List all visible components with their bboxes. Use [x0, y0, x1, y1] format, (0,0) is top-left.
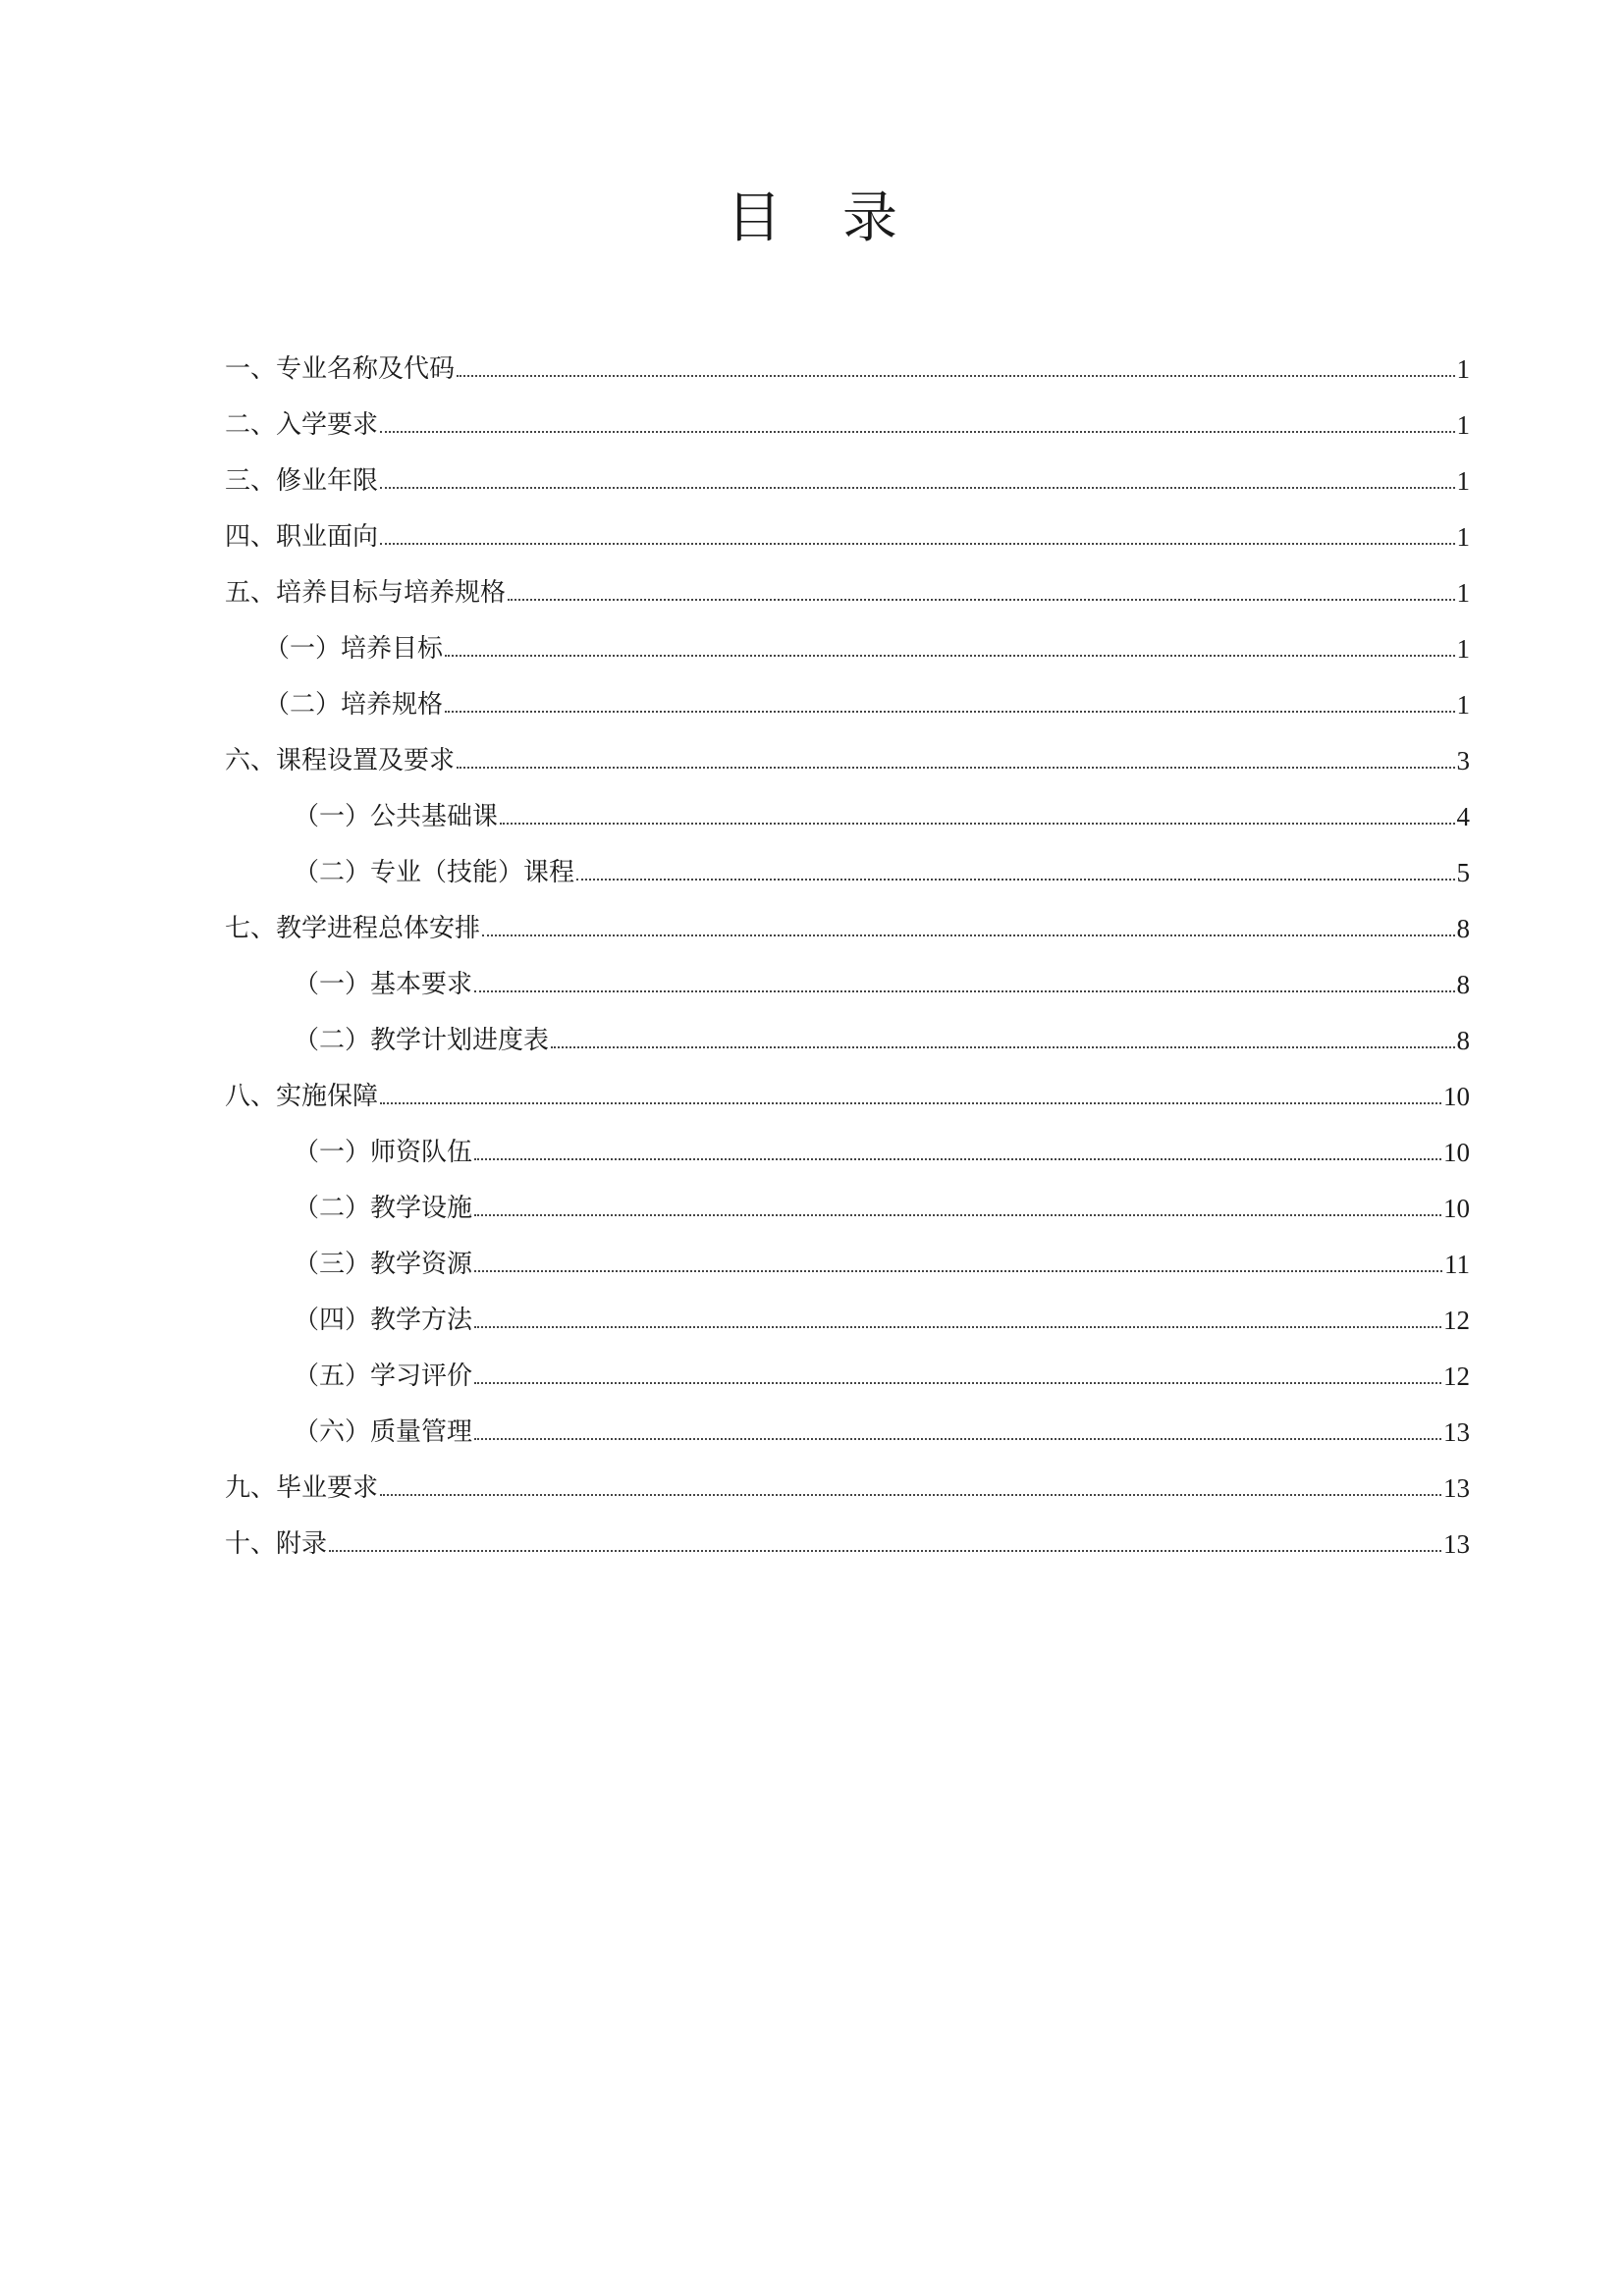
- toc-dot-leader: [457, 767, 1454, 769]
- toc-list: [225, 328, 1470, 1559]
- toc-dot-leader: [445, 655, 1454, 657]
- toc-entry[interactable]: [225, 1055, 1470, 1111]
- toc-entry[interactable]: [225, 328, 1470, 384]
- toc-dot-leader: [380, 1102, 1441, 1104]
- toc-entry-label: （一）培养目标: [264, 634, 444, 664]
- toc-subentry[interactable]: [225, 1223, 1470, 1279]
- toc-dot-leader: [474, 1382, 1441, 1384]
- toc-dot-leader: [576, 879, 1454, 881]
- toc-entry-label: （五）学习评价: [294, 1362, 473, 1391]
- toc-entry-label: 五、培养目标与培养规格: [225, 578, 507, 608]
- toc-entry[interactable]: [225, 496, 1470, 552]
- toc-entry-label: （一）公共基础课: [294, 802, 499, 831]
- toc-entry[interactable]: [225, 1503, 1470, 1559]
- toc-entry[interactable]: [225, 552, 1470, 608]
- toc-dot-leader: [500, 823, 1454, 825]
- toc-page-number: 5: [1456, 858, 1470, 887]
- toc-entry-label: 四、职业面向: [225, 522, 379, 552]
- toc-dot-leader: [474, 990, 1454, 992]
- toc-entry[interactable]: [225, 440, 1470, 496]
- toc-subentry[interactable]: [225, 1335, 1470, 1391]
- toc-entry-label: 六、课程设置及要求: [225, 746, 456, 775]
- toc-subentry[interactable]: [225, 1167, 1470, 1223]
- toc-page-number: 11: [1444, 1250, 1470, 1279]
- toc-title-left: 目: [727, 187, 782, 250]
- toc-page-number: 8: [1456, 914, 1470, 943]
- toc-dot-leader: [482, 934, 1454, 936]
- toc-page-number: 1: [1456, 522, 1470, 552]
- toc-dot-leader: [445, 711, 1454, 713]
- toc-entry-label: （二）培养规格: [264, 690, 444, 720]
- toc-entry-label: （三）教学资源: [294, 1250, 473, 1279]
- toc-page-number: 1: [1456, 410, 1470, 440]
- toc-entry-label: （四）教学方法: [294, 1306, 473, 1335]
- toc-entry-label: （一）基本要求: [294, 970, 473, 999]
- toc-entry[interactable]: [225, 1447, 1470, 1503]
- toc-page-number: 4: [1456, 802, 1470, 831]
- toc-title: [0, 175, 1624, 253]
- toc-subentry[interactable]: [225, 943, 1470, 999]
- toc-dot-leader: [551, 1046, 1454, 1048]
- toc-dot-leader: [474, 1158, 1441, 1160]
- toc-dot-leader: [380, 1494, 1441, 1496]
- toc-entry[interactable]: [225, 887, 1470, 943]
- toc-entry-label: （二）教学计划进度表: [294, 1026, 550, 1055]
- toc-page-number: 1: [1456, 634, 1470, 664]
- toc-entry-label: （二）教学设施: [294, 1194, 473, 1223]
- toc-page-number: 1: [1456, 466, 1470, 496]
- toc-page-number: 13: [1443, 1417, 1470, 1447]
- toc-subentry[interactable]: [225, 1279, 1470, 1335]
- toc-subentry[interactable]: [225, 1391, 1470, 1447]
- toc-dot-leader: [474, 1326, 1441, 1328]
- toc-title-right: 录: [842, 187, 897, 250]
- toc-dot-leader: [508, 599, 1454, 601]
- toc-entry[interactable]: [225, 384, 1470, 440]
- toc-entry-label: 七、教学进程总体安排: [225, 914, 481, 943]
- toc-subentry[interactable]: [225, 664, 1470, 720]
- toc-subentry[interactable]: [225, 999, 1470, 1055]
- toc-page-number: 12: [1443, 1306, 1470, 1335]
- toc-dot-leader: [474, 1438, 1441, 1440]
- toc-page-number: 1: [1456, 578, 1470, 608]
- toc-dot-leader: [474, 1214, 1441, 1216]
- toc-page-number: 3: [1456, 746, 1470, 775]
- toc-page-number: 1: [1456, 354, 1470, 384]
- toc-subentry[interactable]: [225, 831, 1470, 887]
- toc-dot-leader: [457, 375, 1454, 377]
- toc-entry-label: 二、入学要求: [225, 410, 379, 440]
- toc-entry-label: 十、附录: [225, 1529, 328, 1559]
- toc-page-number: 10: [1443, 1082, 1470, 1111]
- toc-entry-label: 八、实施保障: [225, 1082, 379, 1111]
- toc-dot-leader: [380, 431, 1454, 433]
- toc-subentry[interactable]: [225, 608, 1470, 664]
- toc-dot-leader: [380, 543, 1454, 545]
- toc-dot-leader: [329, 1550, 1441, 1552]
- toc-dot-leader: [380, 487, 1454, 489]
- toc-page-number: 8: [1456, 970, 1470, 999]
- toc-subentry[interactable]: [225, 775, 1470, 831]
- toc-entry-label: （二）专业（技能）课程: [294, 858, 575, 887]
- toc-entry-label: （一）师资队伍: [294, 1138, 473, 1167]
- toc-dot-leader: [474, 1270, 1442, 1272]
- toc-page-number: 13: [1443, 1529, 1470, 1559]
- toc-page-number: 8: [1456, 1026, 1470, 1055]
- toc-entry-label: （六）质量管理: [294, 1417, 473, 1447]
- toc-entry-label: 九、毕业要求: [225, 1473, 379, 1503]
- toc-entry[interactable]: [225, 720, 1470, 775]
- toc-entry-label: 三、修业年限: [225, 466, 379, 496]
- toc-page-number: 12: [1443, 1362, 1470, 1391]
- toc-page-number: 10: [1443, 1194, 1470, 1223]
- toc-entry-label: 一、专业名称及代码: [225, 354, 456, 384]
- toc-page-number: 10: [1443, 1138, 1470, 1167]
- toc-page-number: 13: [1443, 1473, 1470, 1503]
- toc-page-number: 1: [1456, 690, 1470, 720]
- toc-subentry[interactable]: [225, 1111, 1470, 1167]
